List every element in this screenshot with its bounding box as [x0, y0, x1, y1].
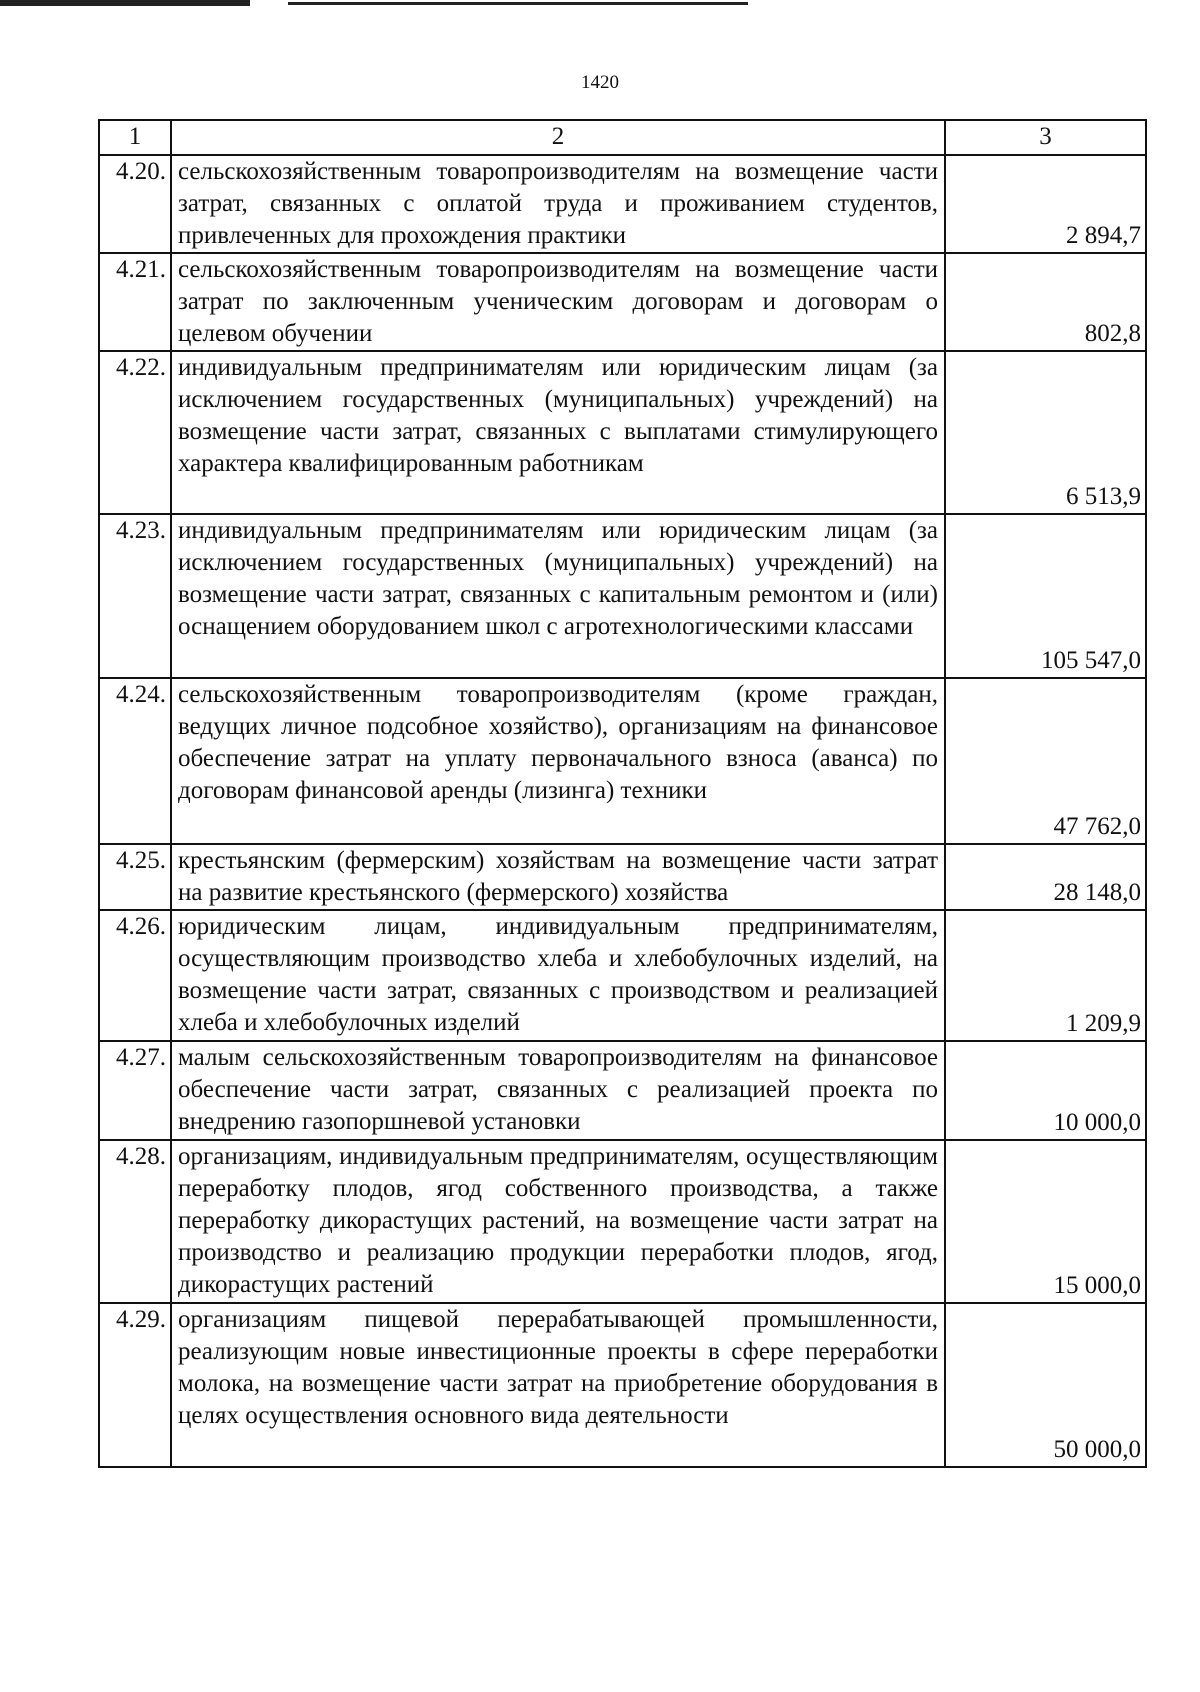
row-number: 4.27.	[99, 1041, 171, 1140]
row-number: 4.21.	[99, 253, 171, 351]
table-row	[99, 155, 1146, 253]
row-amount: 2 894,7	[945, 155, 1146, 253]
row-number: 4.24.	[99, 678, 171, 844]
scan-mark-top-left	[0, 0, 250, 6]
row-number: 4.23.	[99, 514, 171, 678]
row-description: сельскохозяйственным товаропроизводителям (кроме граждан, ведущих личное подсобное хозяйство), организациям на финансовое обеспечение затрат на уплату первоначального взноса (аванса) по договорам финансовой аренды (лизинга) техники	[171, 678, 945, 844]
row-description: индивидуальным предпринимателям или юридическим лицам (за исключением государственных (муниципальных) учреждений) на возмещение части затрат, связанных с выплатами стимулирующего характера квалифицированным работникам	[171, 351, 945, 514]
row-description: организациям, индивидуальным предпринимателям, осуществляющим переработку плодов, ягод собственного производства, а также переработку дикорастущих растений, на возмещение части затрат на производство и реализацию продукции переработки плодов, ягод, дикорастущих растений	[171, 1140, 945, 1303]
table-row	[99, 844, 1146, 910]
row-description: юридическим лицам, индивидуальным предпринимателям, осуществляющим производство хлеба и хлебобулочных изделий, на возмещение части затрат, связанных с производством и реализацией хлеба и хлебобулочных изделий	[171, 910, 945, 1041]
row-amount: 28 148,0	[945, 844, 1146, 910]
table-row	[99, 253, 1146, 351]
row-description: сельскохозяйственным товаропроизводителям на возмещение части затрат по заключенным ученическим договорам и договорам о целевом обучении	[171, 253, 945, 351]
row-description: организациям пищевой перерабатывающей промышленности, реализующим новые инвестиционные проекты в сфере переработки молока, на возмещение части затрат на приобретение оборудования в целях осуществления основного вида деятельности	[171, 1303, 945, 1467]
row-amount: 1 209,9	[945, 910, 1146, 1041]
header-col-2: 2	[171, 120, 945, 155]
table-row	[99, 678, 1146, 844]
row-amount: 802,8	[945, 253, 1146, 351]
row-number: 4.28.	[99, 1140, 171, 1303]
row-number: 4.25.	[99, 844, 171, 910]
table-header-row	[99, 120, 1146, 155]
row-amount: 6 513,9	[945, 351, 1146, 514]
row-number: 4.22.	[99, 351, 171, 514]
header-col-1: 1	[99, 120, 171, 155]
row-number: 4.26.	[99, 910, 171, 1041]
table-row	[99, 1140, 1146, 1303]
row-description: сельскохозяйственным товаропроизводителям на возмещение части затрат, связанных с оплатой труда и проживанием студентов, привлеченных для прохождения практики	[171, 155, 945, 253]
row-description: крестьянским (фермерским) хозяйствам на возмещение части затрат на развитие крестьянского (фермерского) хозяйства	[171, 844, 945, 910]
header-col-3: 3	[945, 120, 1146, 155]
row-amount: 15 000,0	[945, 1140, 1146, 1303]
row-amount: 47 762,0	[945, 678, 1146, 844]
table-row	[99, 514, 1146, 678]
page-number: 1420	[581, 72, 619, 93]
scan-mark-top-right	[288, 2, 748, 5]
row-amount: 105 547,0	[945, 514, 1146, 678]
row-number: 4.29.	[99, 1303, 171, 1467]
table-row	[99, 910, 1146, 1041]
row-description: индивидуальным предпринимателям или юридическим лицам (за исключением государственных (муниципальных) учреждений) на возмещение части затрат, связанных с капитальным ремонтом и (или) оснащением оборудованием школ с агротехнологическими классами	[171, 514, 945, 678]
budget-table	[98, 119, 1147, 1468]
table-row	[99, 1041, 1146, 1140]
row-amount: 50 000,0	[945, 1303, 1146, 1467]
table-row	[99, 1303, 1146, 1467]
row-number: 4.20.	[99, 155, 171, 253]
row-description: малым сельскохозяйственным товаропроизводителям на финансовое обеспечение части затрат, связанных с реализацией проекта по внедрению газопоршневой установки	[171, 1041, 945, 1140]
table-row	[99, 351, 1146, 514]
row-amount: 10 000,0	[945, 1041, 1146, 1140]
